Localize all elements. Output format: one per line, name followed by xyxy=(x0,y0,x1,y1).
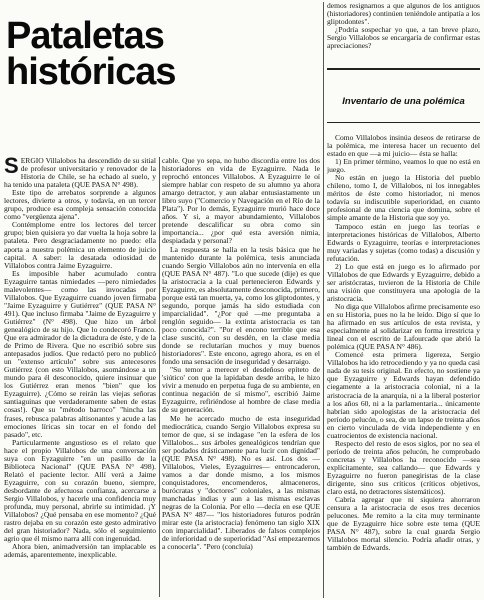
paragraph: No están en juego la Historia del pueblo chileno, tomo I, de Villalobos, ni los innegables méritos de éste como historiador, ni menos todavía su indiscutible superioridad, en cuanto profesional de una ciencia que domina, sobre el simple amante de la Historia que soy yo. xyxy=(327,173,480,223)
paragraph: 1) En primer término, veamos lo que no está en juego. xyxy=(327,157,480,175)
paragraph: Este tipo de arrebatos sorprende a algunos lectores, divierte a otros, y todavía, en un tercer grupo, produce esa compleja sensación conocida como "vergüenza ajena". xyxy=(4,188,156,222)
paragraph: demos resignarnos a que algunos de los antiguos (historiadores) continúen teniéndole antipatía a los gliptodontes". xyxy=(327,2,480,27)
column-3-continuation xyxy=(327,2,480,58)
article-headline xyxy=(6,15,234,93)
paragraph: No diga que Villalobos afirme precisamente eso en su Historia, pues no la he leído. Digo sí que lo ha afirmado en sus artículos de esta revista, y especialmente al solidarizar en forma irrestricta y lineal con el escrito de Lafourcade que abrió la polémica (QUE PASA N° 486). xyxy=(327,301,480,352)
paragraph: 2) Lo que está en juego es lo afirmado por Villalobos de que Edwards y Eyzaguirre, debido a ser aristócratas, tuvieron de la Historia de Chile una visión que constituyera una apología de la aristocracia. xyxy=(327,261,480,303)
paragraph: Comencé esta primera ligereza, Sergio Villalobos ha ido retrocediendo y ya no queda casi nada de su tesis original. En efecto, no sostiene ya que Eyzaguirre y Edwards hayan defendido ciegamente a la aristocracia colonial, ni a la aristocracia de la anarquía, ni a la liberal posterior a los años 60, ni a la parlamentaria... únicamente habrían sido apologistas de la aristocracia del período pelucón, o sea, de un lapso de treinta años en cierto vinculada de vida independiente y en cuatrocientos de existencia nacional. xyxy=(327,350,480,440)
column-divider xyxy=(159,157,160,597)
paragraph: Como Villalobos insinúa deseos de retirarse de la polémica, me interesa hacer un recuento del estado en que —a mi juicio— ésta se halla: xyxy=(327,134,480,159)
paragraph: Contémplome entre los lectores del tercer grupo; bien quisiera yo dar vuelta la hoja sobre la pataleta. Pero desgraciadamente no puedo: ella aporta a nuestra polémica un elemento de juicio capital. A saber: la desatada odiosidad de Villalobos contra Jaime Eyzaguirre. xyxy=(4,220,156,270)
paragraph: Me he acercado mucho de esta inseguridad mediocrática, cuando Sergio Villalobos expresa su temor de que, si se indagase "en la esfera de los Villalobos... sus árboles genealógicos tendrían que ser podados drásticamente para lucir con dignidad" (QUE PASA N° 498). No es así. Los dos —Villalobos, Vieles, Eyzaguirres— entroncaderon, vamos a dar donde mismo, a los mismos conquistadores, encomenderos, almaceneros, burócratas y "doctores" coloniales, a las mismas manchadas indias y aun a las mismas esclavas negras de la Colonia. Por ello —decía en ese QUE PASA N° 487— "los historiadores futuros podrán mirar este (la aristocracia) fenómeno tan siglo XIX con imparcialidad". Liberados de falsos complejos de inferioridad o de superioridad "Así empezaremos a conocerla". "Pero (concluía) xyxy=(162,413,320,552)
sidebar-column xyxy=(327,134,480,598)
drop-cap: S xyxy=(4,157,19,178)
sidebar-top-rule xyxy=(327,68,480,70)
headline-line-2: históricas xyxy=(6,51,176,93)
paragraph: Particularmente angustioso es el relato que hace el propio Villalobos de una conversación suya con Eyzaguirre "en un pasillo de la Biblioteca Nacional" (QUE PASA N° 498). Relató el paciente lector. Allí verá a Jaime Eyzaguirre, con su corazón bueno, siempre, desbordante de afectuosa confianza, acercarse a Sergio Villalobos, y hacerle una confidencia muy profunda, muy personal, abrirle su intimidad. ¡Y Villalobos? ¿Qué pensaba en ese momento? ¿Qué rastro dejaba en su corazón este gesto admirativo del gran historiador? Nada, sólo el seguimiento agrio que él mismo narra allí con ingenuidad. xyxy=(4,437,156,544)
headline-line-1: Pataletas xyxy=(6,15,164,57)
paragraph: La respuesta se halla en la tesis básica que he mantenido durante la polémica, tesis anunciada cuando Sergio Villalobos aún no intervenía en ella (QUE PASA N° 487). "Lo que sucede (dije) es que la aristocracia a la cual pertenecieron Edwards y Eyzaguirre, es absolutamente desconocida, primero, porque está tan muerta, ya, como los gliptodontes, y segundo, porque jamás ha sido estudiada con imparcialidad". "¿Por qué —me preguntaba a renglón seguido— la extinta aristocracia es tan poco conocida?". "Por el encono terrible que esa clase suscitó, con su desdén, en la clase media donde se reclutarían muchos y muy buenos historiadores". Este encono, agrego ahora, es en el fondo una sensación de inseguridad y desarraigo. xyxy=(162,244,320,367)
article-column-1 xyxy=(4,157,156,598)
paragraph: "Su temor a merecer el desdeñoso epíteto de 'siútico' con que la lapidaban desde arriba, le hizo vivir a menudo en perpetua fuga de su ambiente, en continua negación de sí mismo", escribió Jaime Eyzaguirre, refiriéndose al hombre de clase media de su generación. xyxy=(162,365,320,415)
paragraph: Tampoco están en juego las teorías e interpretaciones históricas de Villalobos, Alberto Edwards o Eyzaguirre, teorías e interpretaciones muy variadas y sujetas (como todas) a discusión y refutación. xyxy=(327,221,480,263)
paragraph: Cabría agregar que ni siquiera ahorraron censura a la aristocracia de esos tres decenios pelucones. Me remito a la cita muy terminante que de Eyzaguirre hice sobre este tema (QUE PASA N° 487), sobre la cual guarda Sergio Villalobos mortal silencio. Podría añadir otras, y también de Edwards. xyxy=(327,495,480,553)
sidebar-title: Inventario de una polémica xyxy=(342,96,465,107)
sidebar-title-rule xyxy=(327,122,480,123)
article-column-2 xyxy=(162,157,320,598)
paragraph: Respecto del resto de esos siglos, por no sea el período de treinta años pelucón, he comprobado concretas y Villalobos ha reconocido —sea explícitamente, sea callando— que Edwards y Eyzaguirre no fueron panegiristas de la clase dirigente, sino sus críticos (críticos objetivos, claro está, no detractores sistemáticos). xyxy=(327,438,480,497)
paragraph: Ahora bien, animadversión tan implacable es además, aparentemente, inexplicable. xyxy=(4,542,156,560)
paragraph: ¿Podría sospechar yo que, a tan breve plazo, Sergio Villalobos se encargaría de confirmar estas apreciaciones? xyxy=(327,25,480,51)
paragraph: cable. Que yo sepa, no hubo discordia entre los dos historiadores en vida de Eyzaguirre. Nada le reprochó entonces Villalobos. A Eyzaguirre le oí siempre hablar con respeto de su alumno ya ahora amargo detractor, y aun alabar entusiastamente un libro suyo ("Comercio y Navegación en el Río de la Plata"). Por lo demás, Eyzaguirre murió hace doce años. Y si, a mayor abundamiento, Villalobos pretende descalificar su obra como sin importancia... ¿por qué esta aversión nimia, despiadada y personal? xyxy=(162,157,320,246)
lead-paragraph xyxy=(4,157,156,189)
lead-paragraph-text: ERGIO Villalobos ha descendido de su sitial de profesor universitario y renovador de la Historia de Chile, se ha echado al suelo, y ha tenido una pataleta (QUE PASA N° 498). xyxy=(4,157,156,190)
paragraph: Es imposible haber acumulado contra Eyzaguirre tantas nimiedades —pero nimiedades malevolentes— como las invocadas por Villalobos. Que Eyzaguirre cuando joven firmaba "Jaime Eyzaguirre y Gutiérrez" (QUE PASA N° 491). Que incluso firmaba "Jaime de Eyzaguirre y Gutiérrez" (N° 498). Que hizo un árbol genealógico de su hijo. Que lo condecoró Franco. Que era admirador de la dictadura de éste, y de la de Primo de Rivera. Que no escribió sobre sus antepasados judíos. Que redactó pero no publicó un "extenso artículo" sobre sus antecesores Gutiérrez (con esto Villalobos, asomándose a un mundo para él desconocido, quiere insinuar que los Gutiérrez eran menos "bien" que los Eyzaguirre). ¿Cómo se reirán las viejas señoras santiaguinas que verdaderamente saben de estas cosas!). Que su "método barroco" "hincha las frases, rebusca palabras altisonantes y acude a las emociones líricas sin tocar en el fondo del pasado", etc. xyxy=(4,268,156,439)
column-divider xyxy=(323,2,324,598)
